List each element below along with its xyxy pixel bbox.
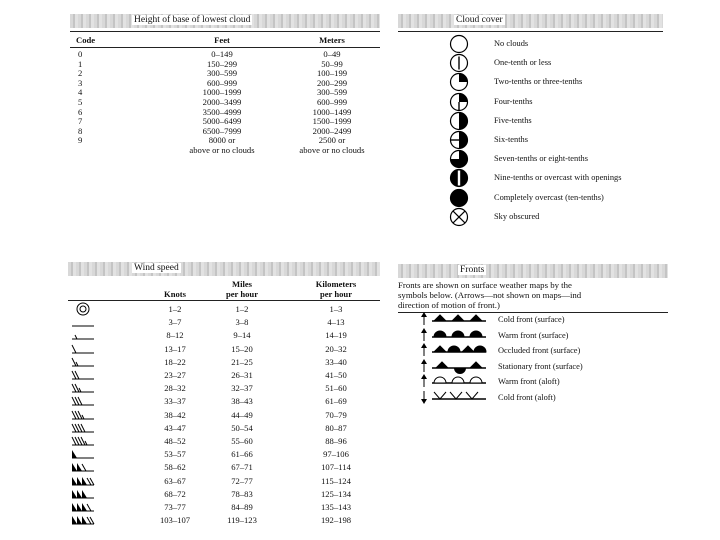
wind-kph: 80–87 xyxy=(325,422,347,433)
wind-knots: 63–67 xyxy=(164,475,186,486)
wind-mph: 78–83 xyxy=(231,488,253,499)
wind-knots: 18–22 xyxy=(164,356,186,367)
wind-speed-title: Wind speed xyxy=(134,263,179,273)
wind-knots: 33–37 xyxy=(164,396,186,407)
wind-pennant-icon xyxy=(70,461,96,473)
wind-knots: 13–17 xyxy=(164,343,186,354)
wind-knots: 1–2 xyxy=(168,304,182,314)
wind-pennant-icon xyxy=(70,501,96,513)
wind-knots: 23–27 xyxy=(164,370,186,380)
wind-barb-icon xyxy=(70,435,96,447)
wind-knots: 3–7 xyxy=(168,317,182,328)
wind-mph: 32–37 xyxy=(231,383,253,394)
wind-mph: 61–66 xyxy=(231,449,253,460)
wind-speed-header-bar xyxy=(68,262,380,276)
wind-barb-icon xyxy=(70,422,96,434)
wind-kph: 135–143 xyxy=(320,502,352,512)
wind-kph: 192–198 xyxy=(320,515,352,526)
wind-mph: 44–49 xyxy=(231,409,253,420)
cloud-cover-label: Sky obscured xyxy=(494,211,540,221)
wind-mph: 50–54 xyxy=(231,422,253,433)
front-label: Warm front (surface) xyxy=(498,330,569,340)
wind-pennant-icon xyxy=(70,475,96,487)
wind-kph: 51–60 xyxy=(325,383,347,394)
cloud-cover-label: Six-tenths xyxy=(494,135,528,144)
wind-pennant-icon xyxy=(70,514,96,526)
front-label: Stationary front (surface) xyxy=(498,361,583,371)
cloud-height-feet: 0–149 xyxy=(211,49,233,59)
cloud-cover-rule xyxy=(398,31,663,32)
wind-barb-icon xyxy=(70,316,96,328)
cloud-height-col-feet: Feet xyxy=(214,35,230,45)
front-label: Cold front (surface) xyxy=(498,315,565,324)
cloud-cover-label: Five-tenths xyxy=(494,115,532,125)
cold-front-icon xyxy=(420,312,490,326)
wind-kph: 107–114 xyxy=(321,462,351,473)
wind-barb-icon xyxy=(70,343,96,355)
wind-speed-panel xyxy=(62,262,380,530)
cloud-height-meters: 50–99 xyxy=(321,58,343,69)
wind-knots: 103–107 xyxy=(159,515,191,526)
wind-mph: 119–123 xyxy=(227,515,257,526)
wind-mph: 3–8 xyxy=(235,317,249,328)
cloud-height-feet: 150–299 xyxy=(206,58,238,69)
cloud-height-meters: 2500 or xyxy=(318,135,346,146)
wind-col-miles-1: Miles xyxy=(231,279,253,289)
wind-knots: 53–57 xyxy=(164,449,186,460)
cloud-height-meters: 1500–1999 xyxy=(312,116,352,127)
cloud-height-meters: 600–999 xyxy=(316,97,348,107)
wind-mph: 9–14 xyxy=(233,330,251,341)
cloud-height-meters: 0–49 xyxy=(323,49,341,59)
wind-mph: 67–71 xyxy=(231,462,253,473)
wind-speed-rule xyxy=(68,300,380,301)
cloud-height-feet: 300–599 xyxy=(206,68,238,79)
front-label: Warm front (aloft) xyxy=(498,377,560,387)
cloud-height-rule-mid xyxy=(70,47,380,48)
fronts-panel xyxy=(398,262,673,422)
front-label: Cold front (aloft) xyxy=(498,393,556,402)
cloud-height-meters: 2000–2499 xyxy=(312,125,352,136)
wind-col-knots: Knots xyxy=(164,289,186,299)
cloud-height-col-meters: Meters xyxy=(319,35,345,45)
wind-kph: 61–69 xyxy=(325,396,347,407)
cloud-height-feet: 8000 or xyxy=(208,135,236,146)
wind-kph: 1–3 xyxy=(329,304,343,314)
wind-barb-icon xyxy=(70,329,96,341)
cloud-height-meters: 100–199 xyxy=(316,68,348,79)
wind-pennant-icon xyxy=(70,448,96,460)
cloud-height-title: Height of base of lowest cloud xyxy=(134,15,251,25)
front-label: Occluded front (surface) xyxy=(498,346,581,356)
wind-barb-icon xyxy=(70,382,96,394)
cloud-height-code: 9 xyxy=(78,135,83,146)
cloud-height-meters: 200–299 xyxy=(316,77,348,88)
cloud-height-feet: 600–999 xyxy=(206,77,238,88)
wind-mph: 1–2 xyxy=(235,304,249,314)
cloud-cover-header-bar xyxy=(398,14,663,28)
cloud-cover-label: Two-tenths or three-tenths xyxy=(494,77,583,87)
cloud-height-code: 3 xyxy=(78,77,83,88)
cold-front-aloft-icon xyxy=(420,390,490,404)
wind-barb-icon xyxy=(70,356,96,368)
wind-barb-icon xyxy=(70,395,96,407)
cloud-height-code: 1 xyxy=(78,58,83,69)
occluded-front-icon xyxy=(420,343,490,357)
cloud-cover-label: No clouds xyxy=(494,39,529,48)
cloud-height-feet: 3500–4999 xyxy=(202,106,242,117)
wind-kph: 125–134 xyxy=(320,488,352,499)
fronts-title: Fronts xyxy=(460,265,485,275)
cloud-cover-label: Four-tenths xyxy=(494,96,533,106)
warm-front-icon xyxy=(420,328,490,342)
wind-mph: 55–60 xyxy=(231,436,253,446)
cloud-height-feet: 1000–1999 xyxy=(202,87,242,98)
wind-kph: 33–40 xyxy=(325,356,347,367)
wind-mph: 38–43 xyxy=(231,396,253,407)
stationary-front-icon xyxy=(420,359,490,373)
fronts-intro-line-3: direction of motion of front.) xyxy=(398,300,500,310)
cloud-height-meters: 1000–1499 xyxy=(312,106,352,117)
wind-col-km-2: per hour xyxy=(319,289,353,299)
wind-kph: 41–50 xyxy=(325,370,347,380)
wind-knots: 38–42 xyxy=(164,409,186,420)
wind-kph: 20–32 xyxy=(325,343,347,354)
cloud-cover-label: Seven-tenths or eight-tenths xyxy=(494,154,588,164)
cloud-height-feet: 6500–7999 xyxy=(202,125,242,136)
cloud-height-meters-last: above or no clouds xyxy=(299,144,365,155)
warm-front-aloft-icon xyxy=(420,374,490,388)
wind-kph: 70–79 xyxy=(325,409,347,420)
cloud-height-feet-last: above or no clouds xyxy=(189,144,255,155)
wind-knots: 8–12 xyxy=(166,330,184,341)
cloud-height-feet: 5000–6499 xyxy=(202,116,242,127)
wind-mph: 15–20 xyxy=(231,343,253,354)
fronts-intro-line-1: Fronts are shown on surface weather maps by the xyxy=(398,280,572,290)
cloud-height-col-code: Code xyxy=(76,35,96,45)
cloud-height-code: 5 xyxy=(78,97,83,107)
cloud-height-code: 8 xyxy=(78,125,83,136)
cloud-cover-label: Completely overcast (ten-tenths) xyxy=(494,192,604,202)
cloud-cover-label: One-tenth or less xyxy=(494,58,552,68)
cloud-cover-label: Nine-tenths or overcast with openings xyxy=(494,173,622,183)
wind-barb-icon xyxy=(70,409,96,421)
wind-col-km-1: Kilometers xyxy=(315,279,357,289)
wind-kph: 14–19 xyxy=(325,330,347,341)
wind-knots: 58–62 xyxy=(164,462,186,473)
wind-knots: 73–77 xyxy=(164,502,186,512)
wind-knots: 43–47 xyxy=(164,422,186,433)
fronts-intro-line-2: symbols below. (Arrows—not shown on maps—ind xyxy=(398,290,582,300)
wind-mph: 26–31 xyxy=(231,370,253,380)
wind-kph: 115–124 xyxy=(321,475,351,486)
cloud-height-code: 4 xyxy=(78,87,83,98)
wind-barb-icon xyxy=(70,369,96,381)
wind-knots: 28–32 xyxy=(164,383,186,394)
cloud-height-code: 6 xyxy=(78,106,83,117)
cloud-cover-title: Cloud cover xyxy=(456,15,503,25)
wind-kph: 4–13 xyxy=(327,317,345,328)
cloud-height-meters: 300–599 xyxy=(316,87,348,98)
wind-kph: 97–106 xyxy=(323,449,349,460)
wind-mph: 84–89 xyxy=(231,502,253,512)
wind-mph: 72–77 xyxy=(231,475,253,486)
fronts-header-bar xyxy=(398,264,668,278)
cloud-height-feet: 2000–3499 xyxy=(202,97,242,107)
cloud-height-rule-top xyxy=(70,31,380,32)
wind-pennant-icon xyxy=(70,488,96,500)
wind-mph: 21–25 xyxy=(231,356,253,367)
wind-col-miles-2: per hour xyxy=(225,289,259,299)
cloud-height-code: 0 xyxy=(78,49,83,59)
cloud-height-code: 7 xyxy=(78,116,83,127)
cloud-height-panel xyxy=(62,14,380,154)
cloud-cover-panel xyxy=(398,14,668,224)
x-circle-icon xyxy=(448,206,470,228)
wind-knots: 68–72 xyxy=(164,488,186,499)
wind-knots: 48–52 xyxy=(164,436,186,446)
calm-circle-icon xyxy=(70,303,96,315)
cloud-height-code: 2 xyxy=(78,68,83,79)
wind-kph: 88–96 xyxy=(325,436,347,446)
